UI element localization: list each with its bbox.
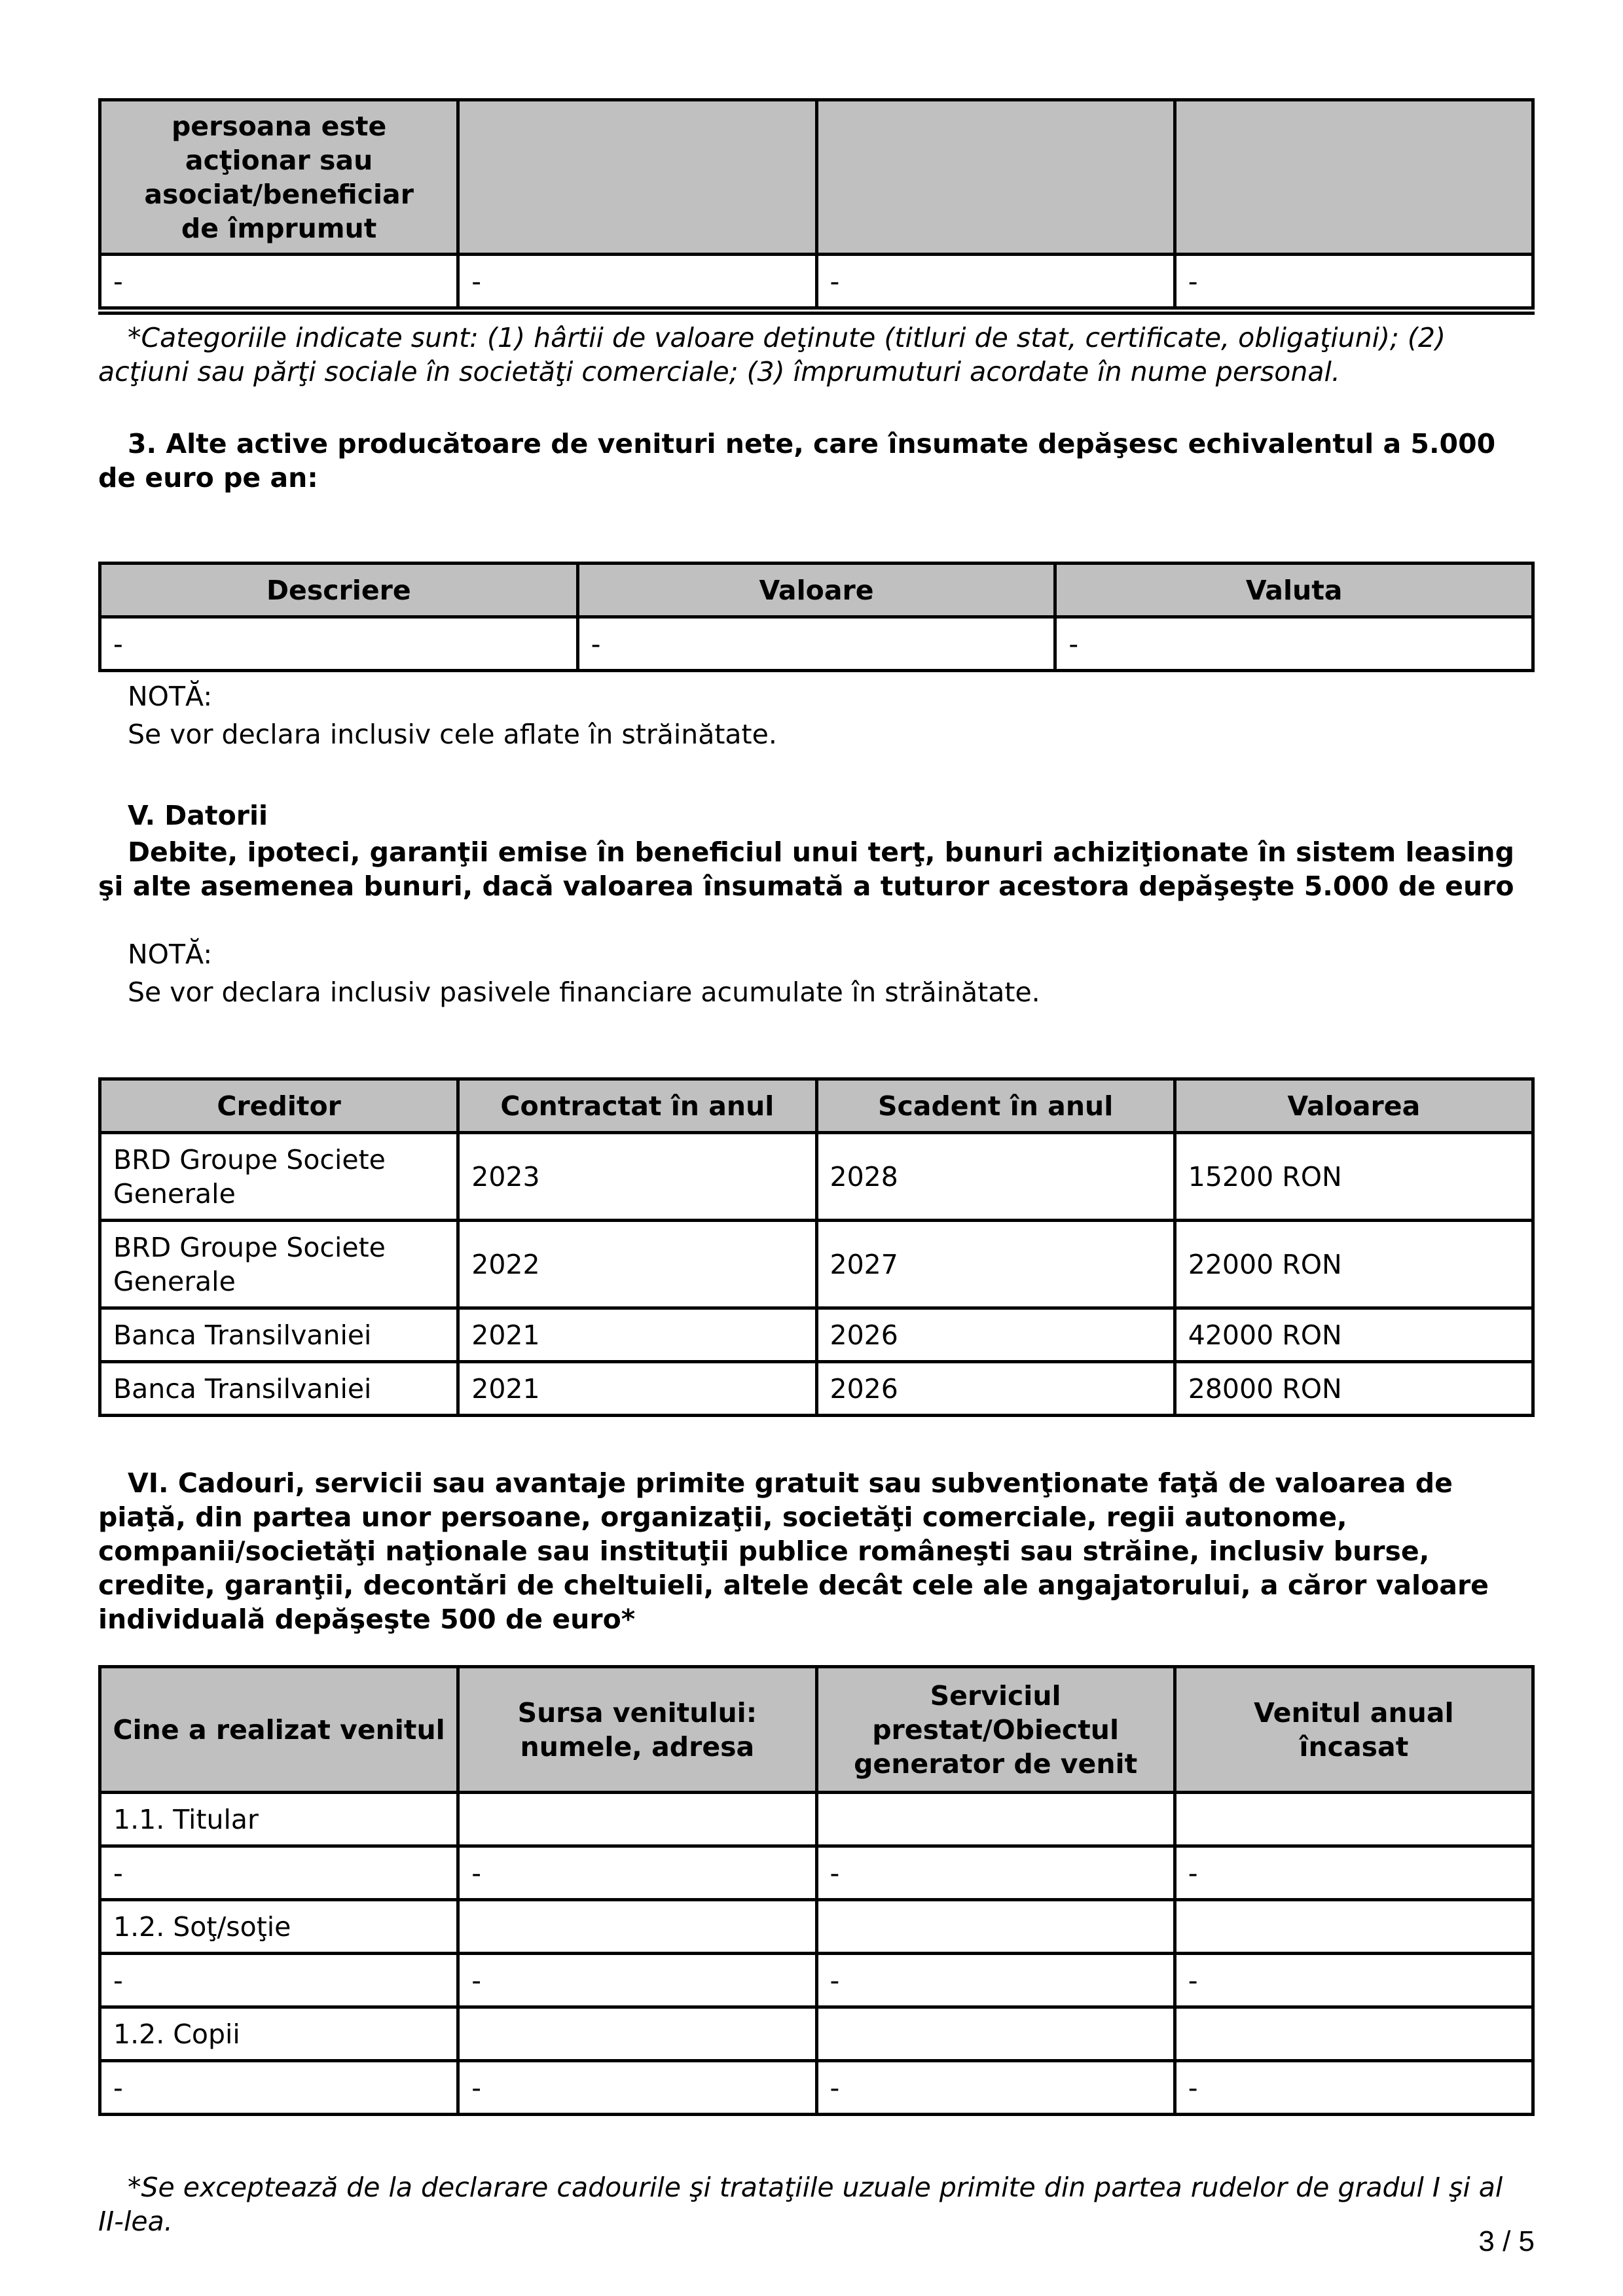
table-row	[100, 1133, 1533, 1221]
debts-table	[98, 1077, 1535, 1417]
creditor-cell: Banca Transilvaniei	[100, 1362, 458, 1416]
table-cell: 1.1. Titular	[100, 1793, 458, 1846]
column-header: Cine a realizat venitul	[100, 1667, 458, 1793]
section-5-subtitle: Debite, ipoteci, garanţii emise în beneficiul unui terţ, bunuri achiziţionate în sistem leasing şi alte asemenea bunuri, dacă valoarea însumată a tuturor acestora depăşeşte 5.000 de euro	[98, 836, 1514, 902]
creditor-cell: BRD Groupe Societe Generale	[100, 1133, 458, 1221]
table-cell: -	[1175, 1846, 1533, 1900]
column-header: Valoarea	[1175, 1079, 1533, 1133]
table-cell: -	[1175, 2061, 1533, 2115]
table-header-cell	[1175, 100, 1533, 255]
table-cell: -	[100, 1846, 458, 1900]
table-row	[100, 1900, 1533, 1954]
column-header: Valoare	[577, 564, 1055, 617]
table-cell: -	[458, 2061, 816, 2115]
categories-note: *Categoriile indicate sunt: (1) hârtii de valoare deţinute (titluri de stat, certificate, obligaţiuni); (2) acţiuni sau părţi sociale în societăţi comerciale; (3) împrumuturi acordate în nume personal.	[98, 322, 1446, 387]
column-header: Serviciul prestat/Obiectul generator de venit	[816, 1667, 1175, 1793]
table-cell: -	[458, 255, 816, 308]
table-cell: -	[1055, 617, 1533, 671]
contracted-year-cell: 2021	[458, 1362, 816, 1416]
table-cell: -	[100, 617, 578, 671]
section-6-title: VI. Cadouri, servicii sau avantaje primite gratuit sau subvenţionate faţă de valoarea de piaţă, din partea unor persoane, organizaţii, societăţi comerciale, regii autonome, companii/societăţi naţionale sau instituţii publice româneşti sau străine, inclusiv burse, credite, garanţii, decontări de cheltuieli, altele decât cele ale angajatorului, a căror valoare individuală depăşeşte 500 de euro*	[98, 1467, 1489, 1635]
column-header: Descriere	[100, 564, 578, 617]
table-row	[100, 1308, 1533, 1362]
creditor-cell: BRD Groupe Societe Generale	[100, 1221, 458, 1308]
table-cell: -	[577, 617, 1055, 671]
table-cell	[1175, 1900, 1533, 1954]
contracted-year-cell: 2021	[458, 1308, 816, 1362]
section-3-title: 3. Alte active producătoare de venituri nete, care însumate depăşesc echivalentul a 5.000 de euro pe an:	[98, 428, 1496, 493]
table-header-row	[100, 564, 1533, 617]
table-row	[100, 2007, 1533, 2061]
table-cell	[458, 1793, 816, 1846]
securities-table	[98, 98, 1535, 310]
due-year-cell: 2028	[816, 1133, 1175, 1221]
table-cell: -	[1175, 255, 1533, 308]
table-cell: -	[458, 1954, 816, 2007]
table-row	[100, 617, 1533, 671]
table-header-row	[100, 1667, 1533, 1793]
table-cell: -	[100, 1954, 458, 2007]
due-year-cell: 2027	[816, 1221, 1175, 1308]
column-header: Scadent în anul	[816, 1079, 1175, 1133]
contracted-year-cell: 2022	[458, 1221, 816, 1308]
creditor-cell: Banca Transilvaniei	[100, 1308, 458, 1362]
table-cell: -	[816, 1954, 1175, 2007]
table-row	[100, 1362, 1533, 1416]
column-header: Sursa venitului: numele, adresa	[458, 1667, 816, 1793]
table-cell: 1.2. Copii	[100, 2007, 458, 2061]
table-cell	[816, 1900, 1175, 1954]
column-header: Creditor	[100, 1079, 458, 1133]
amount-cell: 15200 RON	[1175, 1133, 1533, 1221]
table-cell: -	[1175, 1954, 1533, 2007]
table-row	[100, 1221, 1533, 1308]
table-header-cell	[816, 100, 1175, 255]
column-header: Contractat în anul	[458, 1079, 816, 1133]
table-cell: -	[816, 1846, 1175, 1900]
table-cell	[816, 2007, 1175, 2061]
table-cell	[1175, 1793, 1533, 1846]
table-cell: -	[100, 255, 458, 308]
table-cell	[1175, 2007, 1533, 2061]
table-cell	[458, 1900, 816, 1954]
table-header-cell	[458, 100, 816, 255]
table-row	[100, 255, 1533, 308]
due-year-cell: 2026	[816, 1308, 1175, 1362]
gifts-table	[98, 1665, 1535, 2116]
table-cell	[816, 1793, 1175, 1846]
note-text: Se vor declara inclusiv pasivele financiare acumulate în străinătate.	[128, 977, 1040, 1008]
page-number: 3 / 5	[1478, 2225, 1535, 2257]
contracted-year-cell: 2023	[458, 1133, 816, 1221]
table-header-cell: persoana este acţionar sau asociat/beneficiar de împrumut	[100, 100, 458, 255]
table-cell: -	[458, 1846, 816, 1900]
amount-cell: 22000 RON	[1175, 1221, 1533, 1308]
note-label: NOTĂ:	[128, 681, 213, 712]
table-bottom-rule	[98, 312, 1535, 315]
table-row	[100, 100, 1533, 255]
table-cell: -	[816, 255, 1175, 308]
other-assets-table	[98, 562, 1535, 672]
table-row	[100, 1793, 1533, 1846]
due-year-cell: 2026	[816, 1362, 1175, 1416]
table-row	[100, 1954, 1533, 2007]
column-header: Valuta	[1055, 564, 1533, 617]
column-header: Venitul anual încasat	[1175, 1667, 1533, 1793]
table-row	[100, 2061, 1533, 2115]
table-cell: -	[816, 2061, 1175, 2115]
note-text: Se vor declara inclusiv cele aflate în străinătate.	[128, 719, 777, 750]
note-label: NOTĂ:	[128, 939, 213, 970]
amount-cell: 42000 RON	[1175, 1308, 1533, 1362]
table-cell: -	[100, 2061, 458, 2115]
table-row	[100, 1846, 1533, 1900]
table-cell: 1.2. Soţ/soţie	[100, 1900, 458, 1954]
table-cell	[458, 2007, 816, 2061]
section-5-title: V. Datorii	[128, 800, 268, 831]
amount-cell: 28000 RON	[1175, 1362, 1533, 1416]
gifts-footnote: *Se exceptează de la declarare cadourile şi trataţiile uzuale primite din partea rudelor de gradul I şi al II-lea.	[98, 2172, 1503, 2237]
table-header-row	[100, 1079, 1533, 1133]
